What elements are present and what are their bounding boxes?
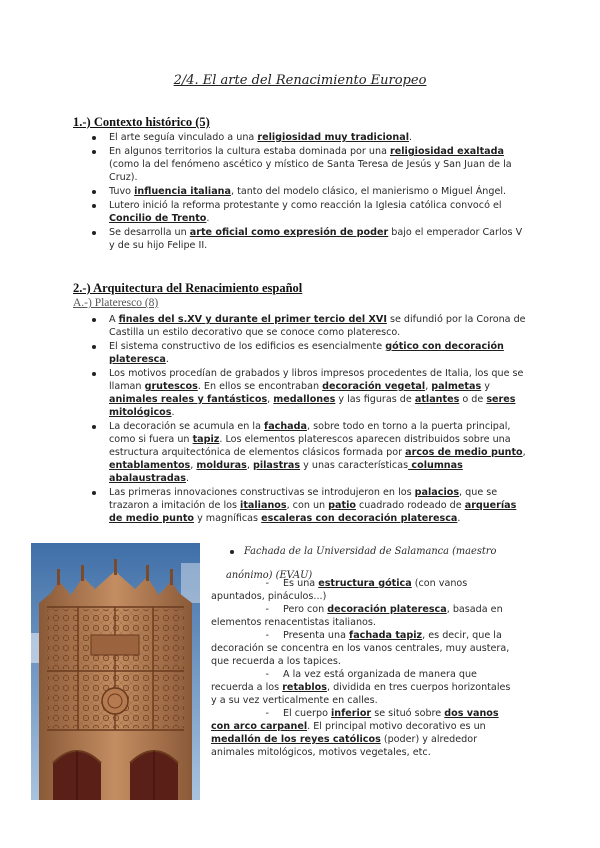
list-item: En algunos territorios la cultura estaba dominada por una religiosidad exaltada (como la del fenómeno ascético y místico de Santa Teresa de Jesús y San Juan de la Cruz). [88, 145, 528, 184]
section1-heading: 1.-) Contexto histórico (5) [73, 115, 210, 129]
university-facade-photo [31, 543, 200, 800]
figure-paragraph: - Pero con decoración plateresca, basada en elementos renacentistas italianos. [211, 604, 503, 628]
figure-title-text: Fachada de la Universidad de Salamanca (maestro anónimo) (EVAU) [226, 546, 497, 581]
list-item: Las primeras innovaciones constructivas se introdujeron en los palacios, que se trazaron a imitación de los italianos, con un patio cuadrado rodeado de arquerías de medio punto y magníficas escaleras con decoración plateresca. [88, 486, 528, 525]
list-item: A finales del s.XV y durante el primer tercio del XVI se difundió por la Corona de Castilla un estilo decorativo que se conoce como plateresco. [88, 313, 528, 339]
list-item: El sistema constructivo de los edificios es esencialmente gótico con decoración plateresca. [88, 340, 528, 366]
list-item: Tuvo influencia italiana, tanto del modelo clásico, el manierismo o Miguel Ángel. [88, 185, 528, 198]
list-item: La decoración se acumula en la fachada, sobre todo en torno a la puerta principal, como si fuera un tapiz. Los elementos platerescos aparecen distribuidos sobre una estructura arquitectónica de elementos clásicos formada por arcos de medio punto, entablamentos, molduras, pilastras y unas características columnas abalaustradas. [88, 420, 528, 485]
section2-subheading: A.-) Plateresco (8) [73, 297, 159, 309]
figure-paragraph: - Es una estructura gótica (con vanos apuntados, pináculos...) [211, 578, 468, 602]
facade-illustration [31, 543, 200, 800]
figure-description [211, 577, 516, 759]
bullet-icon [230, 550, 234, 554]
page-title: 2/4. El arte del Renacimiento Europeo [173, 73, 427, 88]
section2-heading: 2.-) Arquitectura del Renacimiento español [73, 281, 303, 295]
list-item: Lutero inició la reforma protestante y como reacción la Iglesia católica convocó el Concilio de Trento. [88, 199, 528, 225]
figure-paragraph: - El cuerpo inferior se situó sobre dos vanos con arco carpanel. El principal motivo decorativo es un medallón de los reyes católicos (poder) y alrededor animales mitológicos, motivos vegetales, etc. [211, 708, 499, 758]
list-item: Los motivos procedían de grabados y libros impresos procedentes de Italia, los que se llaman grutescos. En ellos se encontraban decoración vegetal, palmetas y animales reales y fantásticos, medallones y las figuras de atlantes o de seres mitológicos. [88, 367, 528, 419]
figure-paragraph: - Presenta una fachada tapiz, es decir, que la decoración se concentra en los vanos centrales, muy austera, que recuerda a los tapices. [211, 630, 510, 667]
section2-list [88, 313, 528, 526]
list-item: El arte seguía vinculado a una religiosidad muy tradicional. [88, 131, 528, 144]
list-item: Se desarrolla un arte oficial como expresión de poder bajo el emperador Carlos V y de su hijo Felipe II. [88, 226, 528, 252]
figure-paragraph: - A la vez está organizada de manera que recuerda a los retablos, dividida en tres cuerpos horizontales y a su vez verticalmente en calles. [211, 669, 511, 706]
section1-list [88, 131, 528, 253]
